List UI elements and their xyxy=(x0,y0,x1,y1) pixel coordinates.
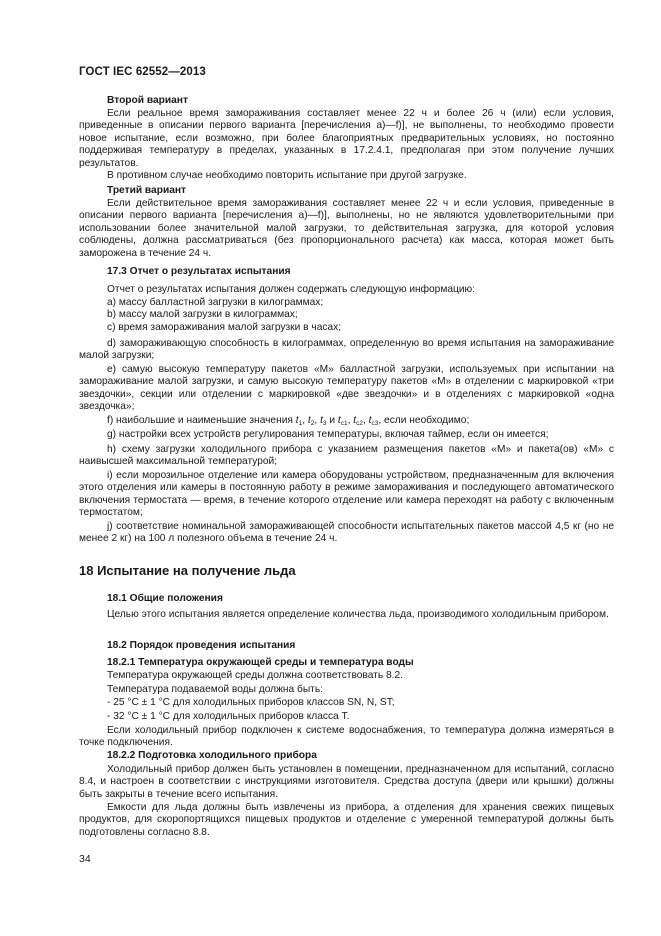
list-item: - 25 °C ± 1 °C для холодильных приборов классов SN, N, ST; xyxy=(107,697,395,708)
section-heading-18-1: 18.1 Общие положения xyxy=(107,593,223,604)
paragraph: Отчет о результатах испытания должен содержать следующую информацию: xyxy=(107,284,476,295)
subheading-third-variant: Третий вариант xyxy=(107,185,187,196)
list-item: h) схему загрузки холодильного прибора с указанием размещения пакетов «М» и пакета(ов) «М» с наивысшей максимальной температурой; xyxy=(79,444,614,468)
list-item: g) настройки всех устройств регулирования температуры, включая таймер, если он имеется; xyxy=(107,429,549,440)
paragraph: В противном случае необходимо повторить испытание при другой загрузке. xyxy=(107,170,467,181)
subscript: c2 xyxy=(356,420,363,427)
list-item: e) самую высокую температуру пакетов «М» балластной загрузки, используемых при испытании на замораживание малой загрузки, и самую высокую температуру пакетов «М» в отделении с маркировкой «три звездочки», секции или отделении с маркировкой «две звездочки» и в отделениях с маркировкой «одна звездочка»; xyxy=(79,364,614,413)
subscript: 2 xyxy=(310,420,315,427)
subscript: 1 xyxy=(298,420,303,427)
symbol: t xyxy=(368,415,372,426)
page-number: 34 xyxy=(79,853,91,865)
paragraph: Если холодильный прибор подключен к системе водоснабжения, то температура должна измеряться в точке подключения. xyxy=(79,725,614,749)
symbol: t xyxy=(353,415,357,426)
list-item: i) если морозильное отделение или камера оборудованы устройством, предназначенным для включения этого отделения или камеры в постоянную работу в режиме замораживания и последующего автоматического включения термостата — время, в течение которого отделение или камера переходят на работу с включенным термостатом; xyxy=(79,470,614,519)
subscript: c3 xyxy=(371,420,379,427)
list-item: b) массу малой загрузки в килограммах; xyxy=(107,309,298,320)
paragraph: Если реальное время замораживания составляет менее 22 ч и более 26 ч (или) если условия, приведенные в описании первого варианта [перечисления a)—f)], не выполнены, то необходимо провести новое испытание, если возможно, при более благоприятных предварительных условиях, но постоянно поддерживая температуру в пределах, указанных в 17.2.4.1, предполагая при этом получение лучших результатов. xyxy=(79,108,614,169)
symbol: t xyxy=(320,415,323,426)
list-item: c) время замораживания малой загрузки в часах; xyxy=(107,322,342,333)
list-item-f: f) наибольшие и наименьшие значения $t_1$, $t_2$, $t_3$ и $t_{c1}$, $t_{c2}$, $t_{c3}$, если необходимо; xyxy=(107,415,470,427)
paragraph: Емкости для льда должны быть извлечены из прибора, а отделения для хранения свежих пищевых продуктов, для скоропортящихся пищевых продуктов и отделение с умеренной температурой должны быть подготовлены согласно 8.8. xyxy=(79,802,614,838)
list-item: - 32 °C ± 1 °C для холодильных приборов класса T. xyxy=(107,711,350,722)
paragraph: Холодильный прибор должен быть установлен в помещении, предназначенном для испытаний, согласно 8.4, и настроен в соответствии с инструкциями изготовителя. Средства доступа (двери или крышки) должны быть закрыты в течение всего испытания. xyxy=(79,764,614,800)
symbol: t xyxy=(337,415,341,426)
symbol: t xyxy=(307,415,311,426)
document-header: ГОСТ IEC 62552—2013 xyxy=(79,66,206,78)
subheading-second-variant: Второй вариант xyxy=(107,95,188,106)
symbol: t xyxy=(295,415,299,426)
text: f) наибольшие и наименьшие значения xyxy=(107,415,296,426)
text: и xyxy=(326,415,338,426)
section-heading-18-2-2: 18.2.2 Подготовка холодильного прибора xyxy=(107,750,317,761)
subscript: c1 xyxy=(340,420,348,427)
section-heading-17-3: 17.3 Отчет о результатах испытания xyxy=(107,266,291,277)
paragraph: Если действительное время замораживания составляет менее 22 ч и если условия, приведенные в описании первого варианта [перечисления a)—f)], выполнены, но не являются удовлетворительными при использовании более значительной малой загрузки, то действительная загрузка, для которой условия соблюдены, должна рассматриваться (без пропорционального расчета) как масса, которая может быть заморожена в течение 24 ч. xyxy=(79,198,614,259)
list-item: a) массу балластной загрузки в килограммах; xyxy=(107,297,324,308)
section-heading-18-2: 18.2 Порядок проведения испытания xyxy=(107,640,296,651)
subscript: 3 xyxy=(322,420,327,427)
section-heading-18: 18 Испытание на получение льда xyxy=(79,563,296,578)
paragraph: Температура окружающей среды должна соответствовать 8.2. xyxy=(107,670,403,681)
paragraph: Целью этого испытания является определение количества льда, производимого холодильным прибором. xyxy=(107,609,609,620)
text: , если необходимо; xyxy=(378,415,470,426)
paragraph: Температура подаваемой воды должна быть: xyxy=(107,684,323,695)
list-item: j) соответствие номинальной замораживающей способности испытательных пакетов массой 4,5 кг (но не менее 2 кг) на 100 л полезного объема в течение 24 ч. xyxy=(79,521,614,545)
section-heading-18-2-1: 18.2.1 Температура окружающей среды и температура воды xyxy=(107,657,414,668)
list-item: d) замораживающую способность в килограммах, определенную во время испытания на замораживание малой загрузки; xyxy=(79,338,614,362)
